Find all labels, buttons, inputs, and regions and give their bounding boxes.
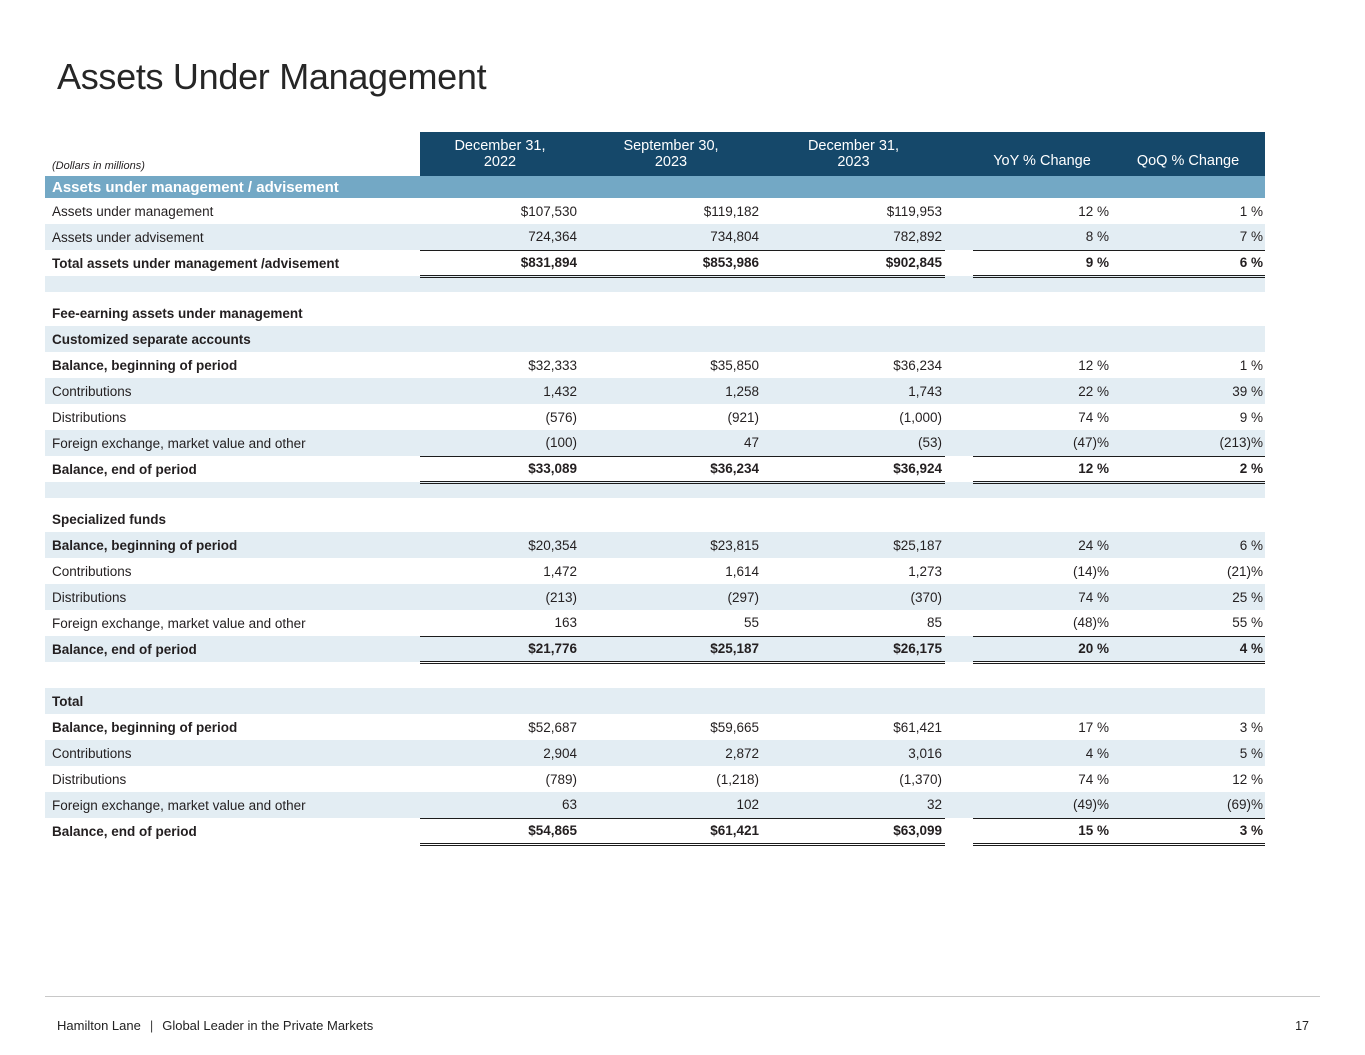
cell-dec-31-2023: $26,175 [762,636,945,662]
cell-dec-31-2022: (213) [420,584,580,610]
cell-sep-30-2023: 1,258 [580,378,762,404]
column-header-line2: 2023 [654,154,688,170]
cell-sep-30-2023: (297) [580,584,762,610]
cell-yoy-change: 12 % [973,456,1111,482]
cell-yoy-change: 4 % [973,740,1111,766]
column-gap [945,610,973,636]
page-title: Assets Under Management [57,56,487,97]
cell-dec-31-2022: $107,530 [520,203,577,219]
row-label: Distributions [45,584,420,610]
cell-sep-30-2023: $35,850 [710,357,759,373]
spacer-cell [45,482,1265,498]
cell-sep-30-2023: $23,815 [580,532,762,558]
row-label: Distributions [52,771,127,787]
cell-dec-31-2023: $25,187 [762,532,945,558]
cell-qoq-change: 4 % [1111,636,1265,662]
footer-tagline: Global Leader in the Private Markets [162,1018,374,1033]
cell-qoq-change: (213)% [1111,430,1265,456]
cell-qoq-change: 1 % [1239,203,1263,219]
spacer-cell [45,498,1265,506]
column-gap [945,818,973,844]
table-row [45,610,1265,636]
column-gap [945,456,973,482]
column-gap [945,766,973,792]
spacer-row [45,662,1265,688]
row-label: Balance, end of period [52,823,197,839]
cell-dec-31-2023: 85 [926,615,942,631]
table-row [45,430,1265,456]
cell-yoy-change: 22 % [973,378,1111,404]
cell-dec-31-2022: 63 [420,792,580,818]
cell-yoy-change: 74 % [1078,771,1109,787]
cell-yoy-change: (47)% [973,430,1111,456]
column-gap [945,404,973,430]
row-label: Balance, beginning of period [52,719,238,735]
row-label: Balance, end of period [52,461,197,477]
cell-dec-31-2023: $63,099 [762,818,945,844]
cell-sep-30-2023: (921) [727,409,759,425]
cell-qoq-change: 3 % [1239,719,1263,735]
cell-sep-30-2023: $853,986 [580,250,762,276]
cell-sep-30-2023: 734,804 [580,224,762,250]
cell-sep-30-2023: 2,872 [580,740,762,766]
cell-dec-31-2023: $119,953 [886,203,942,219]
table-header-row [45,132,1265,176]
column-gap [945,636,973,662]
cell-qoq-change: 12 % [1232,771,1263,787]
cell-qoq-change: 9 % [1239,409,1263,425]
column-header-dec-31-2022 [420,132,580,176]
cell-yoy-change: 74 % [973,584,1111,610]
cell-qoq-change: 6 % [1111,250,1265,276]
cell-dec-31-2022: 163 [554,615,577,631]
cell-yoy-change: 20 % [973,636,1111,662]
cell-qoq-change: 25 % [1111,584,1265,610]
column-gap [945,792,973,818]
cell-dec-31-2023: $61,421 [893,719,942,735]
cell-sep-30-2023: $36,234 [580,456,762,482]
column-gap [945,378,973,404]
column-header-yoy-change [973,132,1111,176]
cell-dec-31-2022: $831,894 [420,250,580,276]
row-label: Balance, end of period [45,636,420,662]
column-header-sep-30-2023 [580,132,762,176]
column-header-line1: YoY % Change [993,153,1091,169]
row-label: Contributions [45,378,420,404]
spacer-cell [45,292,1265,300]
spacer-cell [45,276,1265,292]
section-header-label: Total [45,688,1265,714]
header-column-gap [945,132,973,176]
row-label: Foreign exchange, market value and other [45,792,420,818]
section-header-row [45,688,1265,714]
cell-dec-31-2022: 1,432 [420,378,580,404]
table-row [45,224,1265,250]
section-header-label: Specialized funds [52,511,167,527]
cell-qoq-change: 5 % [1111,740,1265,766]
cell-dec-31-2023: 3,016 [762,740,945,766]
cell-dec-31-2023: $36,234 [893,357,942,373]
footer [57,1018,373,1033]
spacer-row [45,276,1265,292]
cell-yoy-change: 74 % [1078,409,1109,425]
cell-sep-30-2023: 1,614 [725,563,759,579]
section-header-label: Fee-earning assets under management [52,305,303,321]
page-number: 17 [1295,1019,1309,1033]
column-header-qoq-change [1111,132,1265,176]
column-gap [945,584,973,610]
cell-yoy-change: (14)% [1072,563,1109,579]
cell-yoy-change: 24 % [973,532,1111,558]
units-note-cell [45,132,420,176]
cell-qoq-change: 1 % [1239,357,1263,373]
cell-dec-31-2022: (576) [545,409,577,425]
cell-qoq-change: (21)% [1226,563,1263,579]
cell-sep-30-2023: $25,187 [580,636,762,662]
section-header-row [45,300,1265,326]
table-row [45,740,1265,766]
cell-dec-31-2023: (370) [762,584,945,610]
row-label: Contributions [52,563,132,579]
column-gap [945,352,973,378]
cell-dec-31-2022: $52,687 [528,719,577,735]
cell-dec-31-2023: 32 [762,792,945,818]
table-row [45,792,1265,818]
table-row [45,532,1265,558]
column-header-dec-31-2023 [762,132,945,176]
cell-dec-31-2022: $32,333 [528,357,577,373]
footer-divider [45,996,1320,997]
total-row [45,456,1265,482]
cell-qoq-change: 55 % [1232,615,1263,631]
column-header-line1: September 30, [623,138,719,154]
cell-sep-30-2023: $59,665 [710,719,759,735]
table-row [45,714,1265,740]
cell-dec-31-2022: $33,089 [420,456,580,482]
cell-yoy-change: 9 % [973,250,1111,276]
cell-yoy-change: 12 % [1078,203,1109,219]
table-row [45,198,1265,224]
section-band-label: Assets under management / advisement [45,176,1265,198]
section-band [45,176,1265,198]
cell-sep-30-2023: 55 [743,615,759,631]
footer-brand: Hamilton Lane [57,1018,141,1033]
cell-yoy-change: (49)% [973,792,1111,818]
column-gap [945,430,973,456]
cell-dec-31-2022: $20,354 [420,532,580,558]
table-row [45,766,1265,792]
column-gap [945,198,973,224]
cell-qoq-change: (69)% [1111,792,1265,818]
total-row [45,818,1265,844]
section-header-label: Customized separate accounts [45,326,1265,352]
cell-dec-31-2022: (100) [420,430,580,456]
cell-dec-31-2023: 1,743 [762,378,945,404]
cell-dec-31-2022: (789) [545,771,577,787]
column-gap [945,532,973,558]
column-gap [945,714,973,740]
cell-dec-31-2023: 782,892 [762,224,945,250]
total-row [45,250,1265,276]
row-label: Foreign exchange, market value and other [52,615,306,631]
table-row [45,352,1265,378]
row-label: Assets under advisement [45,224,420,250]
row-label: Balance, beginning of period [45,532,420,558]
row-label: Contributions [45,740,420,766]
cell-qoq-change: 2 % [1111,456,1265,482]
cell-yoy-change: 15 % [973,818,1111,844]
cell-dec-31-2023: $902,845 [762,250,945,276]
cell-dec-31-2022: 724,364 [420,224,580,250]
spacer-row [45,292,1265,300]
cell-sep-30-2023: $61,421 [580,818,762,844]
row-label: Foreign exchange, market value and other [45,430,420,456]
cell-qoq-change: 3 % [1111,818,1265,844]
cell-sep-30-2023: $119,182 [703,203,759,219]
cell-sep-30-2023: 102 [580,792,762,818]
cell-dec-31-2022: 1,472 [543,563,577,579]
column-gap [945,740,973,766]
row-label: Assets under management [52,203,214,219]
column-gap [945,224,973,250]
cell-yoy-change: 12 % [1078,357,1109,373]
cell-dec-31-2023: (53) [762,430,945,456]
total-row [45,636,1265,662]
column-header-line1: QoQ % Change [1136,153,1240,169]
row-label: Balance, beginning of period [52,357,238,373]
row-label: Distributions [52,409,127,425]
column-header-line2: 2023 [837,154,870,170]
column-header-line1: December 31, [807,138,900,154]
spacer-cell [45,662,1265,688]
aum-table [45,132,1265,846]
cell-yoy-change: 8 % [973,224,1111,250]
cell-qoq-change: 39 % [1111,378,1265,404]
column-header-line1: December 31, [454,138,546,154]
cell-sep-30-2023: (1,218) [716,771,759,787]
column-gap [945,250,973,276]
cell-dec-31-2022: $21,776 [420,636,580,662]
column-header-line2: 2022 [483,154,517,170]
column-gap [945,558,973,584]
section-header-row [45,506,1265,532]
cell-dec-31-2022: $54,865 [420,818,580,844]
cell-dec-31-2022: 2,904 [420,740,580,766]
cell-qoq-change: 6 % [1111,532,1265,558]
table-row [45,378,1265,404]
section-header-row [45,326,1265,352]
cell-qoq-change: 7 % [1111,224,1265,250]
spacer-row [45,498,1265,506]
cell-dec-31-2023: 1,273 [908,563,942,579]
table-row [45,558,1265,584]
cell-dec-31-2023: (1,000) [899,409,942,425]
spacer-row [45,482,1265,498]
footer-separator: | [149,1018,154,1033]
table-row [45,404,1265,430]
cell-dec-31-2023: (1,370) [899,771,942,787]
units-note: (Dollars in millions) [52,160,145,172]
table-row [45,584,1265,610]
cell-sep-30-2023: 47 [580,430,762,456]
row-label: Total assets under management /advisement [52,255,340,271]
cell-yoy-change: 17 % [1078,719,1109,735]
cell-yoy-change: (48)% [1072,615,1109,631]
cell-dec-31-2023: $36,924 [762,456,945,482]
